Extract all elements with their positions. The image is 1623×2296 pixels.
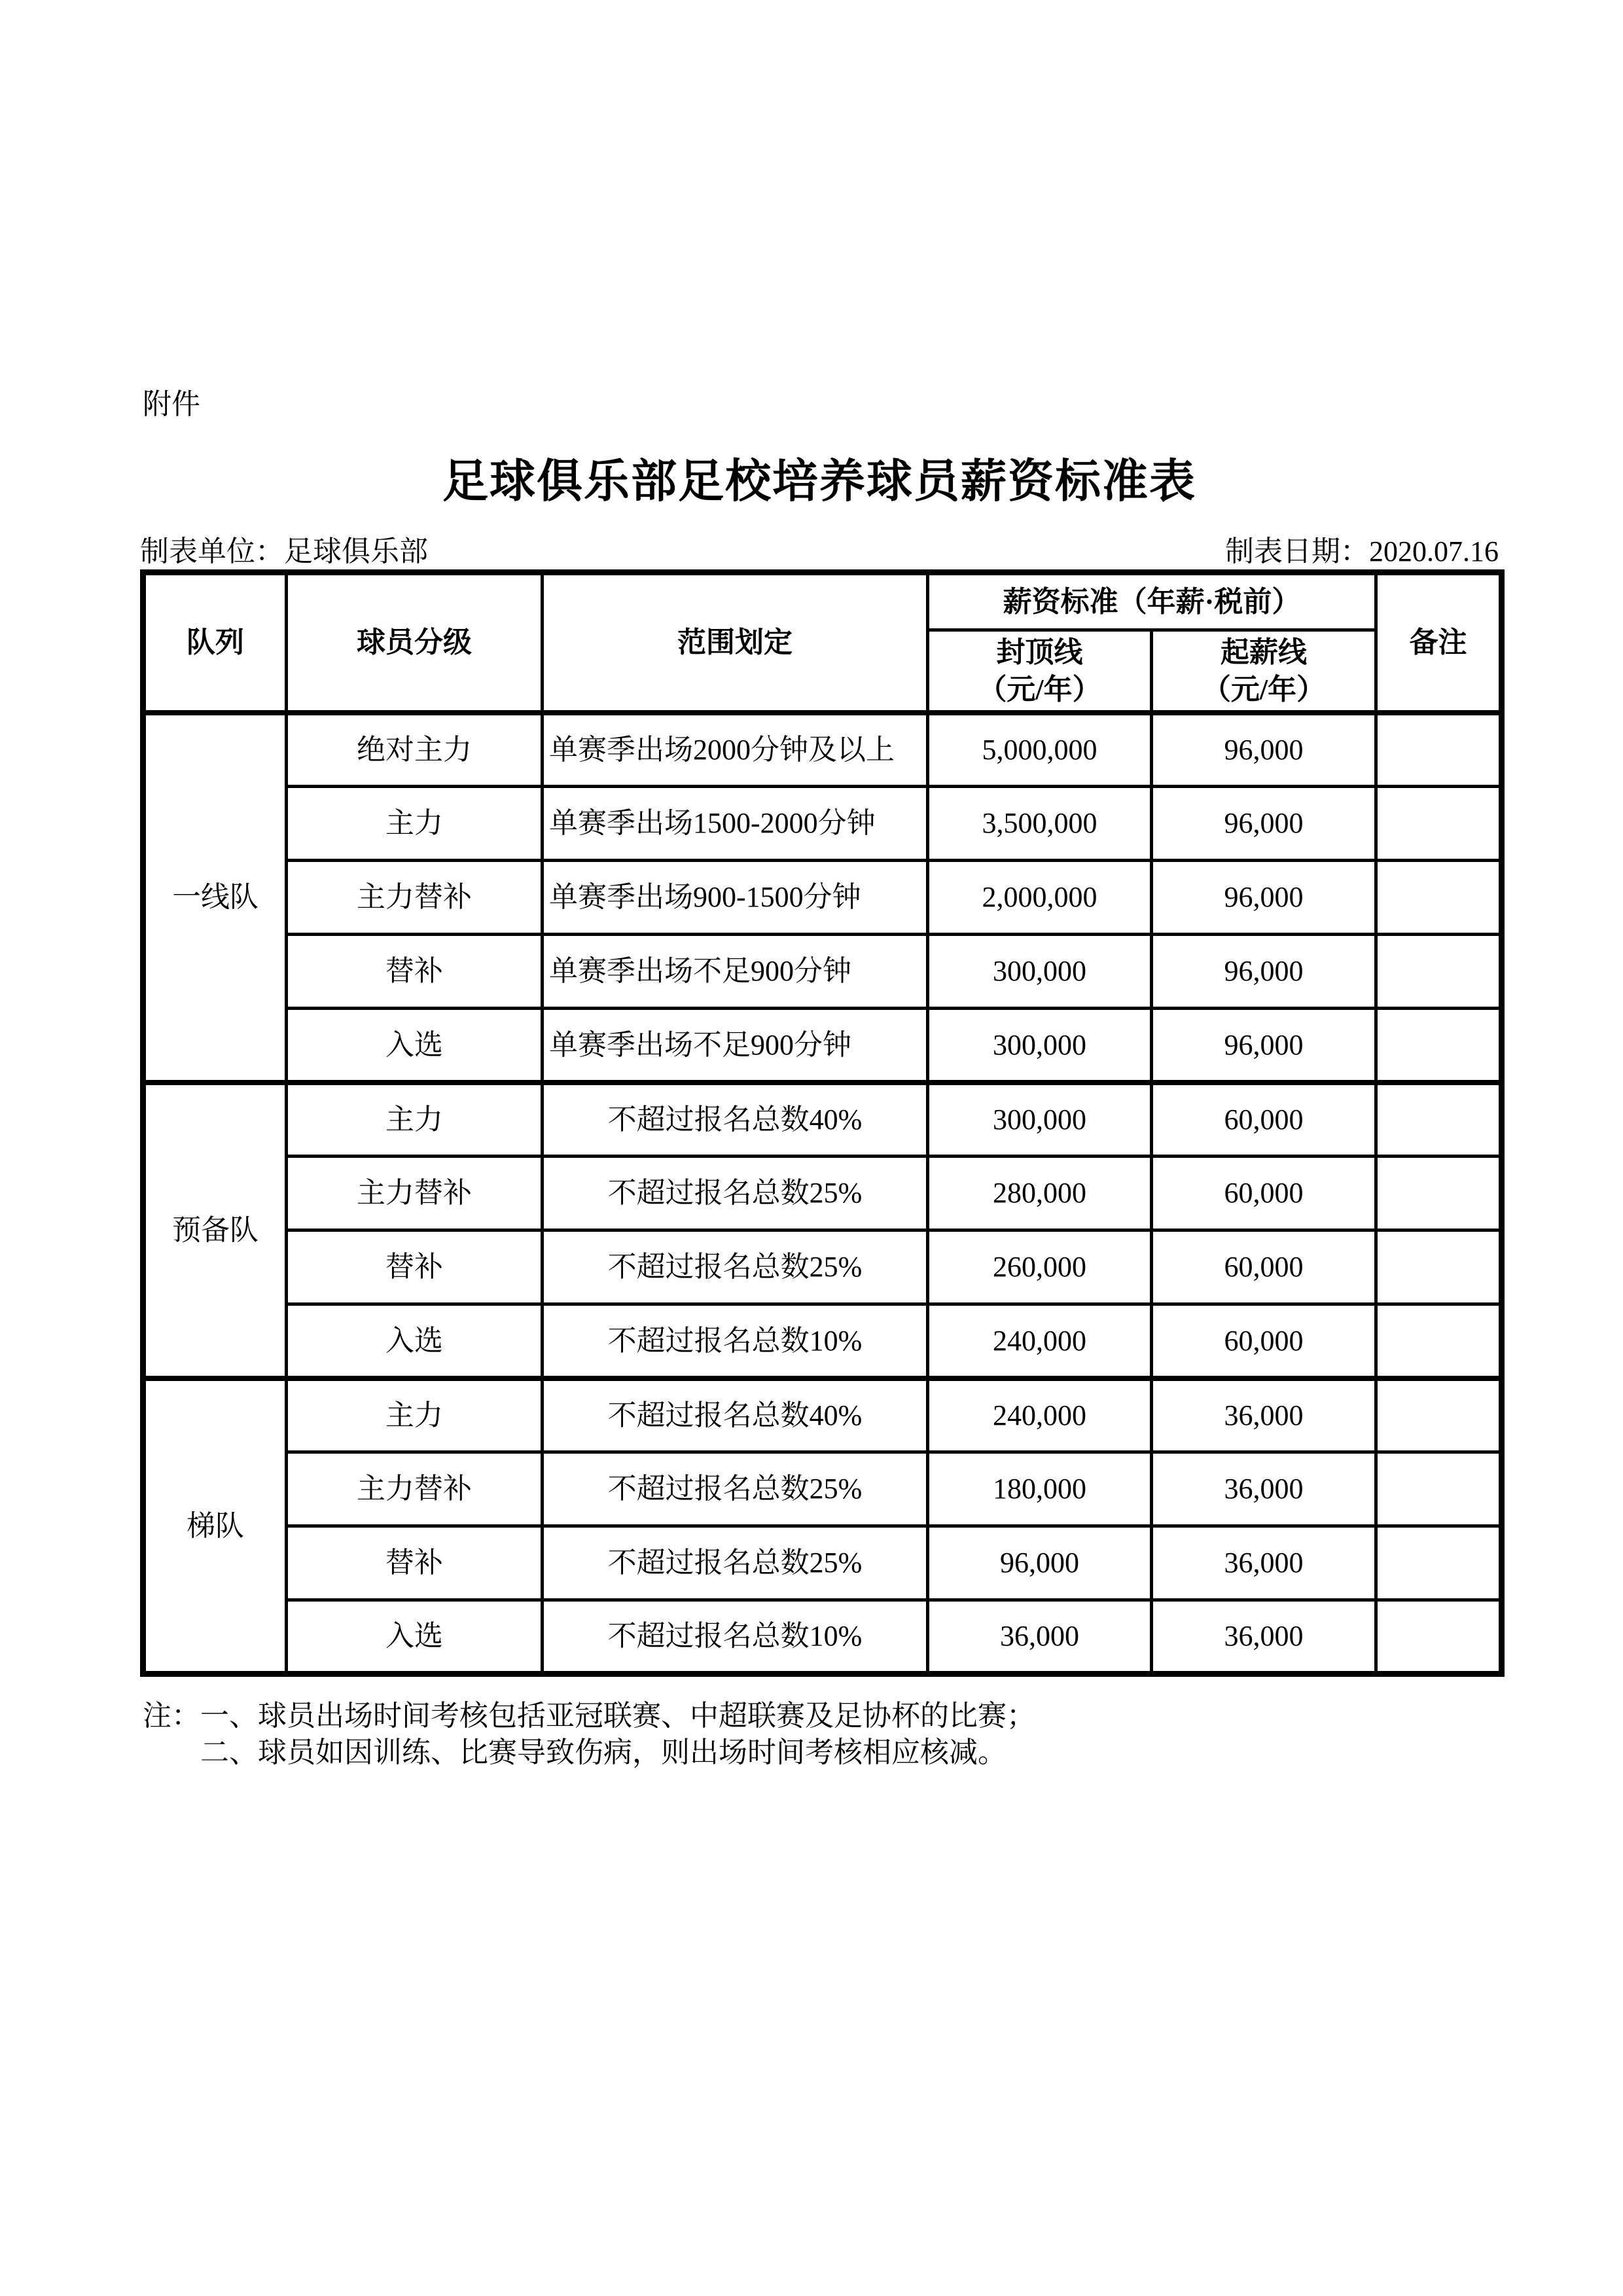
cell-remark bbox=[1376, 1304, 1502, 1378]
cell-start: 96,000 bbox=[1152, 1009, 1376, 1083]
cell-cap: 2,000,000 bbox=[928, 861, 1152, 935]
header-remark: 备注 bbox=[1376, 573, 1502, 713]
cell-level: 主力替补 bbox=[287, 1452, 543, 1526]
prepared-date-label: 制表日期： bbox=[1225, 535, 1369, 567]
cell-start: 96,000 bbox=[1152, 713, 1376, 787]
header-cap-line1: 封顶线 bbox=[996, 636, 1083, 668]
cell-range: 单赛季出场900-1500分钟 bbox=[543, 861, 928, 935]
cell-range: 单赛季出场1500-2000分钟 bbox=[543, 787, 928, 861]
header-row-top bbox=[143, 573, 1502, 630]
cell-cap: 300,000 bbox=[928, 1083, 1152, 1157]
table-row bbox=[143, 713, 1502, 787]
prepared-by-label: 制表单位： bbox=[140, 535, 284, 567]
cell-team-group: 预备队 bbox=[143, 1083, 287, 1378]
cell-level: 主力替补 bbox=[287, 861, 543, 935]
notes bbox=[143, 1698, 1035, 1771]
table-row bbox=[143, 1157, 1502, 1230]
table-row bbox=[143, 1452, 1502, 1526]
cell-level: 主力 bbox=[287, 1083, 543, 1157]
cell-level: 替补 bbox=[287, 1526, 543, 1600]
cell-cap: 36,000 bbox=[928, 1600, 1152, 1674]
page-title: 足球俱乐部足校培养球员薪资标准表 bbox=[442, 456, 1196, 507]
cell-remark bbox=[1376, 1378, 1502, 1452]
cell-start: 60,000 bbox=[1152, 1083, 1376, 1157]
cell-cap: 300,000 bbox=[928, 1009, 1152, 1083]
header-queue: 队列 bbox=[143, 573, 287, 713]
salary-table-body bbox=[143, 713, 1502, 1674]
cell-cap: 300,000 bbox=[928, 935, 1152, 1009]
cell-level: 入选 bbox=[287, 1009, 543, 1083]
table-row bbox=[143, 1378, 1502, 1452]
cell-level: 替补 bbox=[287, 935, 543, 1009]
cell-start: 60,000 bbox=[1152, 1230, 1376, 1304]
table-row bbox=[143, 935, 1502, 1009]
note-line-1: 注：一、球员出场时间考核包括亚冠联赛、中超联赛及足协杯的比赛； bbox=[143, 1700, 1035, 1732]
cell-remark bbox=[1376, 1009, 1502, 1083]
cell-remark bbox=[1376, 1083, 1502, 1157]
cell-cap: 260,000 bbox=[928, 1230, 1152, 1304]
cell-start: 36,000 bbox=[1152, 1452, 1376, 1526]
cell-remark bbox=[1376, 713, 1502, 787]
table-row bbox=[143, 787, 1502, 861]
header-start bbox=[1152, 630, 1376, 713]
table-row bbox=[143, 1009, 1502, 1083]
cell-start: 36,000 bbox=[1152, 1600, 1376, 1674]
header-salary-group: 薪资标准（年薪·税前） bbox=[928, 573, 1376, 630]
cell-level: 主力 bbox=[287, 787, 543, 861]
prepared-date bbox=[1225, 535, 1499, 568]
cell-range: 不超过报名总数40% bbox=[543, 1083, 928, 1157]
cell-level: 主力替补 bbox=[287, 1157, 543, 1230]
table-row bbox=[143, 1600, 1502, 1674]
cell-remark bbox=[1376, 935, 1502, 1009]
cell-range: 不超过报名总数10% bbox=[543, 1600, 928, 1674]
cell-cap: 240,000 bbox=[928, 1378, 1152, 1452]
cell-start: 60,000 bbox=[1152, 1157, 1376, 1230]
prepared-date-value: 2020.07.16 bbox=[1369, 535, 1499, 567]
prepared-by bbox=[140, 535, 428, 568]
cell-remark bbox=[1376, 861, 1502, 935]
cell-remark bbox=[1376, 1157, 1502, 1230]
cell-level: 入选 bbox=[287, 1304, 543, 1378]
table-row bbox=[143, 1526, 1502, 1600]
header-cap-line2: （元/年） bbox=[978, 673, 1101, 706]
header-start-line2: （元/年） bbox=[1202, 673, 1326, 706]
cell-level: 绝对主力 bbox=[287, 713, 543, 787]
prepared-by-value: 足球俱乐部 bbox=[284, 535, 428, 567]
cell-cap: 96,000 bbox=[928, 1526, 1152, 1600]
cell-start: 36,000 bbox=[1152, 1378, 1376, 1452]
cell-level: 主力 bbox=[287, 1378, 543, 1452]
cell-start: 96,000 bbox=[1152, 935, 1376, 1009]
cell-level: 替补 bbox=[287, 1230, 543, 1304]
table-row bbox=[143, 1083, 1502, 1157]
cell-cap: 3,500,000 bbox=[928, 787, 1152, 861]
cell-start: 36,000 bbox=[1152, 1526, 1376, 1600]
salary-table-header bbox=[143, 573, 1502, 713]
cell-range: 单赛季出场不足900分钟 bbox=[543, 935, 928, 1009]
table-row bbox=[143, 1304, 1502, 1378]
cell-range: 单赛季出场不足900分钟 bbox=[543, 1009, 928, 1083]
cell-remark bbox=[1376, 1600, 1502, 1674]
cell-remark bbox=[1376, 1526, 1502, 1600]
cell-range: 单赛季出场2000分钟及以上 bbox=[543, 713, 928, 787]
cell-range: 不超过报名总数10% bbox=[543, 1304, 928, 1378]
cell-remark bbox=[1376, 1452, 1502, 1526]
cell-range: 不超过报名总数25% bbox=[543, 1526, 928, 1600]
note-line-2: 二、球员如因训练、比赛导致伤病，则出场时间考核相应核减。 bbox=[200, 1736, 1007, 1768]
table-row bbox=[143, 861, 1502, 935]
cell-start: 96,000 bbox=[1152, 861, 1376, 935]
salary-table bbox=[140, 569, 1505, 1677]
cell-range: 不超过报名总数25% bbox=[543, 1230, 928, 1304]
cell-start: 96,000 bbox=[1152, 787, 1376, 861]
cell-team-group: 一线队 bbox=[143, 713, 287, 1083]
cell-cap: 5,000,000 bbox=[928, 713, 1152, 787]
cell-cap: 240,000 bbox=[928, 1304, 1152, 1378]
cell-range: 不超过报名总数25% bbox=[543, 1452, 928, 1526]
table-row bbox=[143, 1230, 1502, 1304]
cell-remark bbox=[1376, 1230, 1502, 1304]
cell-start: 60,000 bbox=[1152, 1304, 1376, 1378]
cell-level: 入选 bbox=[287, 1600, 543, 1674]
cell-range: 不超过报名总数40% bbox=[543, 1378, 928, 1452]
header-level: 球员分级 bbox=[287, 573, 543, 713]
header-cap bbox=[928, 630, 1152, 713]
header-start-line1: 起薪线 bbox=[1221, 636, 1307, 668]
meta-row bbox=[140, 535, 1499, 568]
cell-cap: 280,000 bbox=[928, 1157, 1152, 1230]
cell-range: 不超过报名总数25% bbox=[543, 1157, 928, 1230]
header-range: 范围划定 bbox=[543, 573, 928, 713]
cell-remark bbox=[1376, 787, 1502, 861]
cell-team-group: 梯队 bbox=[143, 1378, 287, 1674]
attachment-label: 附件 bbox=[143, 388, 200, 420]
cell-cap: 180,000 bbox=[928, 1452, 1152, 1526]
